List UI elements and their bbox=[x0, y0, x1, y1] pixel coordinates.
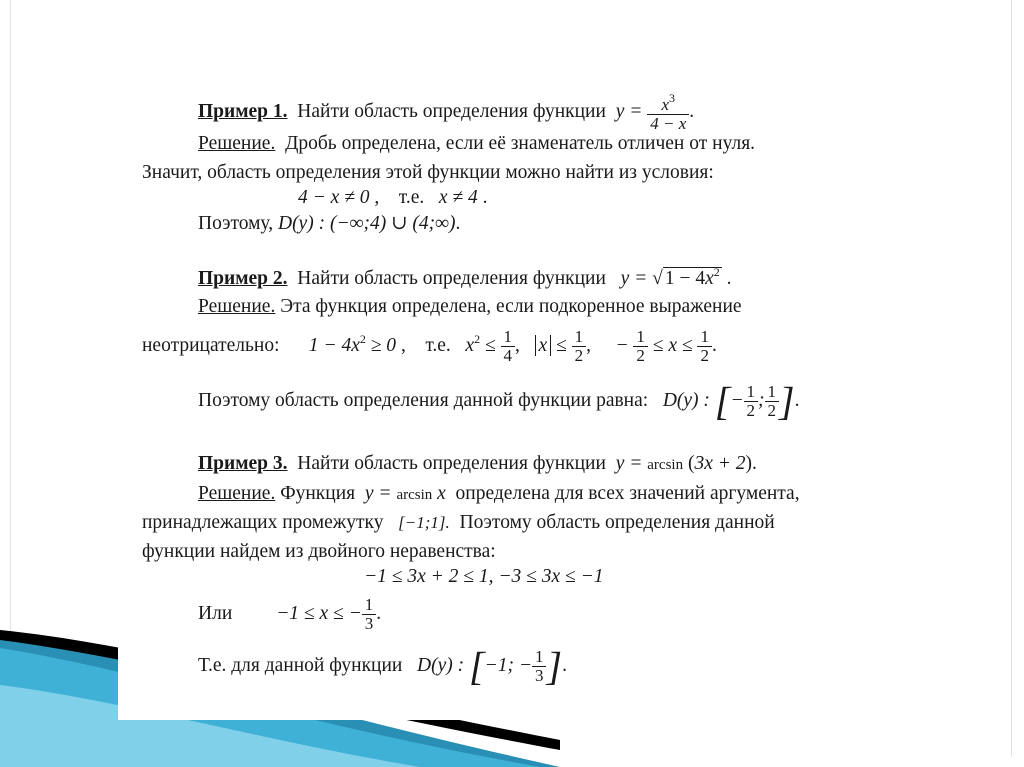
document-page bbox=[118, 70, 878, 720]
example-1-title: Пример 1. bbox=[198, 100, 288, 122]
example-2-solution: Решение. Эта функция определена, если подкоренное выражение bbox=[198, 296, 742, 317]
example-3-line3: функции найдем из двойного неравенства: bbox=[142, 541, 496, 562]
example-3-double-inequality: −1 ≤ 3x + 2 ≤ 1, −3 ≤ 3x ≤ −1 bbox=[364, 566, 604, 587]
example-1-formula: y = $\frac{x^3}{4 - x}$ . bbox=[615, 91, 695, 133]
example-2-formula: y = √ $1 - 4x^2$ bbox=[620, 265, 720, 289]
example-2-heading: Пример 2. Найти область определения функции y = √ $1 - 4x^2$ . bbox=[198, 265, 732, 289]
example-2-inequality: неотрицательно: $1 - 4x^2 \ge 0$ , т.е. $x^2$ ≤ $\frac{1}{4}$ , x ≤ $\frac{1}{2}$ , − $\frac{1}{2}$ ≤ x ≤ $\frac{1}{2}$ . bbox=[142, 327, 717, 365]
example-1-task: Найти область определения функции bbox=[297, 100, 606, 122]
example-3-formula: y = arcsin (3x + 2) bbox=[615, 453, 753, 474]
example-1-result: Поэтому, D(y) : (−∞;4) ∪ (4;∞). bbox=[198, 213, 461, 234]
example-1-heading bbox=[198, 92, 694, 133]
example-2-title: Пример 2. bbox=[198, 268, 288, 289]
example-3-or: Или −1 ≤ x ≤ − $\frac{1}{3}$ . bbox=[198, 595, 382, 633]
example-3-solution: Решение. Функция y = arcsin x определена для всех значений аргумента, bbox=[198, 483, 800, 504]
example-1-condition: 4 − x ≠ 0 , т.е. x ≠ 4 . bbox=[298, 187, 488, 208]
example-1-solution: Решение. Дробь определена, если её знаменатель отличен от нуля. bbox=[198, 133, 756, 154]
example-3-title: Пример 3. bbox=[198, 453, 288, 474]
example-2-result: Поэтому область определения данной функции равна: D(y) : [− $\frac{1}{2}$ ; $\frac{1}{2}$ ]. bbox=[198, 378, 800, 424]
example-3-heading: Пример 3. Найти область определения функции y = arcsin (3x + 2). bbox=[198, 453, 757, 474]
example-1-line2: Значит, область определения этой функции можно найти из условия: bbox=[142, 162, 714, 183]
example-3-line2: принадлежащих промежутку [−1;1]. Поэтому область определения данной bbox=[142, 512, 775, 533]
example-3-result: Т.е. для данной функции D(y) : [−1; − $\frac{1}{3}$ ]. bbox=[198, 643, 567, 689]
